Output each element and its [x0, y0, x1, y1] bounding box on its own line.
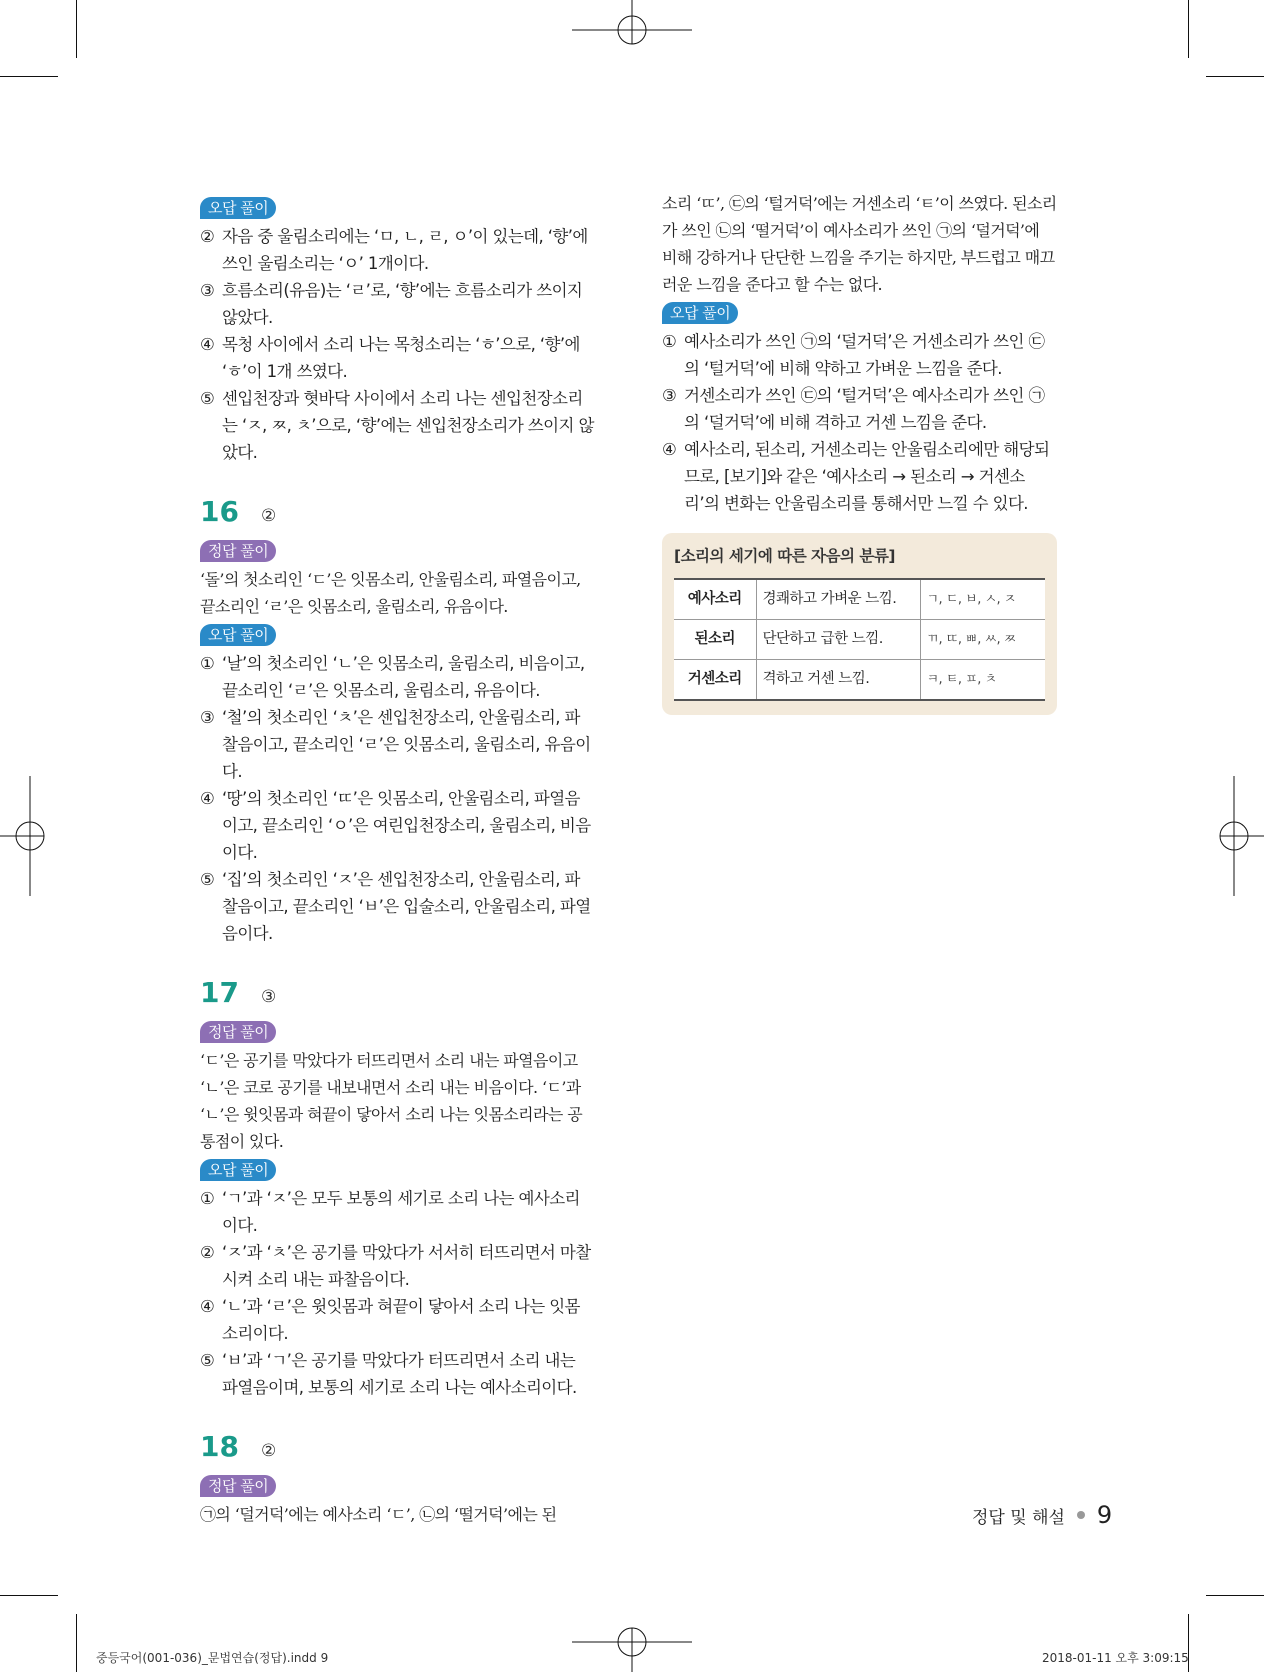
explanation-text: ‘돌’의 첫소리인 ‘ㄷ’은 잇몸소리, 안울림소리, 파열음이고, 끝소리인 ‘ㄹ’은 잇몸소리, 울림소리, 유음이다.	[200, 570, 581, 616]
section-title: 정답 및 해설	[972, 1507, 1065, 1528]
item-number: ②	[200, 1243, 215, 1262]
explanation-text: ‘ㄷ’은 공기를 막았다가 터뜨리면서 소리 내는 파열음이고 ‘ㄴ’은 코로 공기를 내보내면서 소리 내는 비음이다. ‘ㄷ’과 ‘ㄴ’은 윗잇몸과 혀끝이 닿아서 소리 나는 잇몸소리라는 공통점이 있다.	[200, 1051, 583, 1151]
table-row	[674, 579, 1045, 620]
table-row	[674, 620, 1045, 660]
item-number: ④	[200, 335, 215, 354]
print-timestamp: 2018-01-11 오후 3:09:15	[1042, 1651, 1189, 1665]
question-16-header	[200, 490, 595, 534]
row-description: 격하고 거센 느낌.	[756, 660, 920, 701]
item-number: ④	[200, 789, 215, 808]
question-number: 16	[200, 495, 239, 528]
row-letters: ㅋ, ㅌ, ㅍ, ㅊ	[920, 660, 1045, 701]
crop-mark	[0, 76, 58, 77]
file-slug: 중등국어(001-036)_문법연습(정답).indd 9	[96, 1651, 329, 1665]
question-17-header	[200, 971, 595, 1015]
item-text: ‘ㅈ’과 ‘ㅊ’은 공기를 막았다가 서서히 터뜨리면서 마찰시켜 소리 내는 파찰음이다.	[222, 1243, 591, 1289]
list-item	[200, 385, 595, 466]
item-text: ‘날’의 첫소리인 ‘ㄴ’은 잇몸소리, 울림소리, 비음이고, 끝소리인 ‘ㄹ’은 잇몸소리, 울림소리, 유음이다.	[222, 654, 585, 700]
row-letters: ㄲ, ㄸ, ㅃ, ㅆ, ㅉ	[920, 620, 1045, 660]
crop-mark	[1206, 1595, 1264, 1596]
item-text: 센입천장과 혓바닥 사이에서 소리 나는 센입천장소리는 ‘ㅈ, ㅉ, ㅊ’으로, ‘향’에는 센입천장소리가 쓰이지 않았다.	[222, 389, 594, 462]
explanation-continued-text: 소리 ‘ㄸ’, ㉢의 ‘털거덕’에는 거센소리 ‘ㅌ’이 쓰였다. 된소리가 쓰인 ㉡의 ‘떨거덕’이 예사소리가 쓰인 ㉠의 ‘덜거덕’에 비해 강하거나 단단한 느낌을 주기는 하지만, 부드럽고 매끄러운 느낌을 준다고 할 수는 없다.	[662, 194, 1057, 294]
list-item	[662, 436, 1057, 517]
item-text: 예사소리가 쓰인 ㉠의 ‘덜거덕’은 거센소리가 쓰인 ㉢의 ‘털거덕’에 비해 약하고 가벼운 느낌을 준다.	[684, 332, 1045, 378]
item-number: ①	[200, 654, 215, 673]
crop-mark	[0, 1595, 58, 1596]
item-text: ‘집’의 첫소리인 ‘ㅈ’은 센입천장소리, 안울림소리, 파찰음이고, 끝소리인 ‘ㅂ’은 입술소리, 안울림소리, 파열음이다.	[222, 870, 591, 943]
item-number: ①	[200, 1189, 215, 1208]
item-number: ③	[662, 386, 677, 405]
item-text: 목청 사이에서 소리 나는 목청소리는 ‘ㅎ’으로, ‘향’에 ‘ㅎ’이 1개 쓰였다.	[222, 335, 580, 381]
list-item	[200, 1185, 595, 1239]
item-number: ⑤	[200, 1351, 215, 1370]
question-answer: ③	[260, 987, 277, 1007]
crop-mark	[1206, 76, 1264, 77]
question-number: 17	[200, 976, 239, 1009]
row-header: 거센소리	[674, 660, 756, 701]
question-18-header	[200, 1425, 595, 1469]
row-header: 예사소리	[674, 579, 756, 620]
wrong-answer-tag: 오답 풀이	[200, 624, 276, 646]
registration-mark-left	[0, 776, 60, 896]
row-letters: ㄱ, ㄷ, ㅂ, ㅅ, ㅈ	[920, 579, 1045, 620]
right-answer-tag: 정답 풀이	[200, 1021, 276, 1043]
classification-table	[674, 578, 1045, 701]
item-number: ④	[200, 1297, 215, 1316]
item-text: 예사소리, 된소리, 거센소리는 안울림소리에만 해당되므로, [보기]와 같은 ‘예사소리 → 된소리 → 거센소리’의 변화는 안울림소리를 통해서만 느낄 수 있다.	[684, 440, 1050, 513]
item-number: ⑤	[200, 870, 215, 889]
item-text: ‘ㄱ’과 ‘ㅈ’은 모두 보통의 세기로 소리 나는 예사소리이다.	[222, 1189, 580, 1235]
right-answer-tag: 정답 풀이	[200, 1475, 276, 1497]
item-text: ‘땅’의 첫소리인 ‘ㄸ’은 잇몸소리, 안울림소리, 파열음이고, 끝소리인 ‘ㅇ’은 여린입천장소리, 울림소리, 비음이다.	[222, 789, 591, 862]
right-column	[662, 190, 1057, 715]
crop-mark	[76, 1614, 77, 1672]
box-title: [소리의 세기에 따른 자음의 분류]	[674, 547, 895, 565]
item-number: ②	[200, 227, 215, 246]
wrong-answer-tag: 오답 풀이	[200, 197, 276, 219]
registration-mark-right	[1204, 776, 1264, 896]
wrong-answer-list	[662, 328, 1057, 517]
list-item	[200, 223, 595, 277]
question-answer: ②	[260, 506, 277, 526]
wrong-answer-tag: 오답 풀이	[200, 1159, 276, 1181]
item-text: ‘ㅂ’과 ‘ㄱ’은 공기를 막았다가 터뜨리면서 소리 내는 파열음이며, 보통의 세기로 소리 나는 예사소리이다.	[222, 1351, 577, 1397]
crop-mark	[76, 0, 77, 58]
item-number: ④	[662, 440, 677, 459]
page-number: 9	[1096, 1501, 1113, 1529]
item-number: ③	[200, 708, 215, 727]
registration-mark-bottom	[572, 1612, 692, 1672]
registration-mark-top	[572, 0, 692, 60]
item-text: 거센소리가 쓰인 ㉢의 ‘털거덕’은 예사소리가 쓰인 ㉠의 ‘덜거덕’에 비해 격하고 거센 느낌을 준다.	[684, 386, 1045, 432]
item-number: ③	[200, 281, 215, 300]
list-item	[662, 328, 1057, 382]
wrong-answer-tag: 오답 풀이	[662, 302, 738, 324]
item-number: ①	[662, 332, 677, 351]
table-row	[674, 660, 1045, 701]
wrong-answer-list	[200, 1185, 595, 1401]
list-item	[200, 785, 595, 866]
list-item	[200, 866, 595, 947]
list-item	[200, 704, 595, 785]
bullet-dot-icon	[1077, 1511, 1085, 1519]
item-text: 흐름소리(유음)는 ‘ㄹ’로, ‘향’에는 흐름소리가 쓰이지 않았다.	[222, 281, 583, 327]
list-item	[200, 1293, 595, 1347]
item-text: ‘ㄴ’과 ‘ㄹ’은 윗잇몸과 혀끝이 닿아서 소리 나는 잇몸소리이다.	[222, 1297, 580, 1343]
wrong-answer-list	[200, 650, 595, 947]
question-number: 18	[200, 1430, 239, 1463]
list-item	[200, 650, 595, 704]
list-item	[200, 1347, 595, 1401]
row-description: 경쾌하고 가벼운 느낌.	[756, 579, 920, 620]
crop-mark	[1188, 0, 1189, 58]
wrong-answer-list	[200, 223, 595, 466]
explanation-text: ㉠의 ‘덜거덕’에는 예사소리 ‘ㄷ’, ㉡의 ‘떨거덕’에는 된	[200, 1505, 557, 1524]
list-item	[200, 331, 595, 385]
right-answer-tag: 정답 풀이	[200, 540, 276, 562]
row-header: 된소리	[674, 620, 756, 660]
consonant-classification-box	[662, 533, 1057, 715]
item-text: ‘철’의 첫소리인 ‘ㅊ’은 센입천장소리, 안울림소리, 파찰음이고, 끝소리인 ‘ㄹ’은 잇몸소리, 울림소리, 유음이다.	[222, 708, 591, 781]
list-item	[200, 277, 595, 331]
page-footer	[972, 1501, 1112, 1529]
left-column	[200, 193, 595, 1528]
row-description: 단단하고 급한 느낌.	[756, 620, 920, 660]
item-text: 자음 중 울림소리에는 ‘ㅁ, ㄴ, ㄹ, ㅇ’이 있는데, ‘향’에 쓰인 울림소리는 ‘ㅇ’ 1개이다.	[222, 227, 588, 273]
list-item	[200, 1239, 595, 1293]
list-item	[662, 382, 1057, 436]
question-answer: ②	[260, 1441, 277, 1461]
item-number: ⑤	[200, 389, 215, 408]
